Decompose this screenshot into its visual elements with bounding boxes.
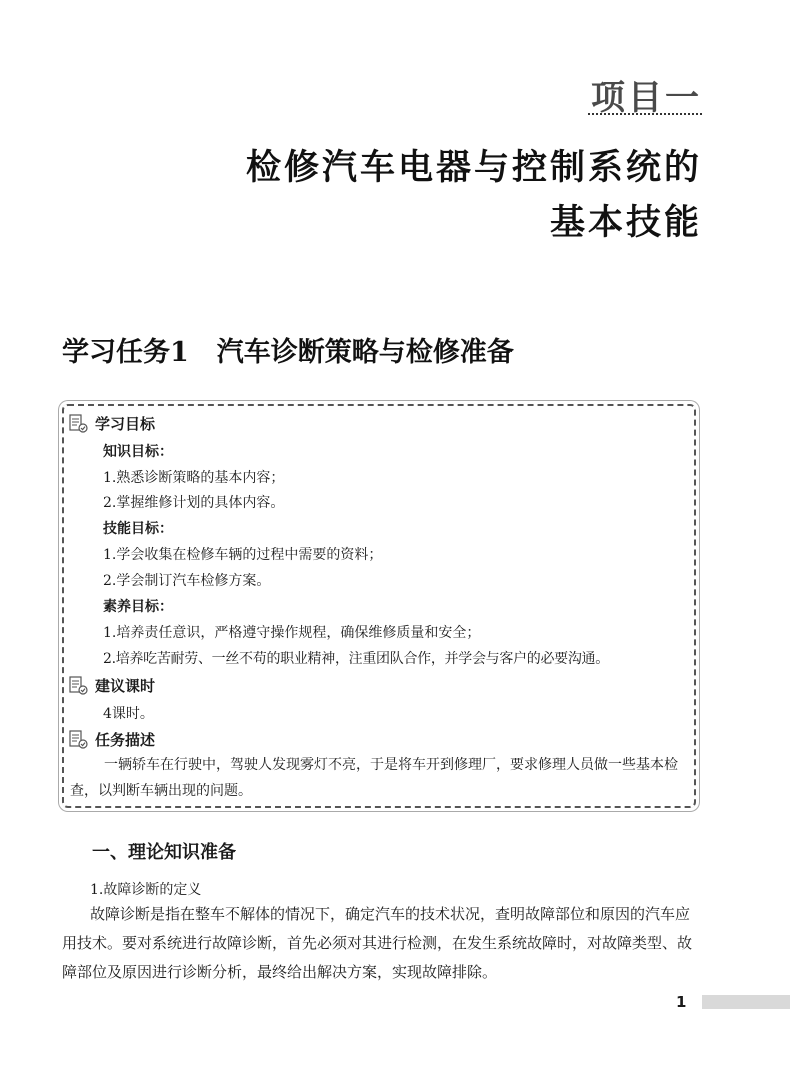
description-heading-label: 任务描述 xyxy=(95,730,156,749)
hours-heading xyxy=(68,674,155,696)
skill-goal-item: 1.学会收集在检修车辆的过程中需要的资料； xyxy=(103,547,383,563)
hours-value: 4课时。 xyxy=(103,706,154,722)
goals-heading xyxy=(68,412,155,434)
quality-goal-label: 素养目标： xyxy=(103,599,173,615)
page-footer-bar xyxy=(702,995,790,1009)
checklist-icon xyxy=(68,413,88,433)
hours-heading-label: 建议课时 xyxy=(95,676,156,695)
theory-sub-heading: 1.故障诊断的定义 xyxy=(90,882,202,898)
theory-section-title: 一、理论知识准备 xyxy=(92,842,236,863)
checklist-icon xyxy=(68,729,88,749)
quality-goal-item: 2.培养吃苦耐劳、一丝不苟的职业精神，注重团队合作，并学会与客户的必要沟通。 xyxy=(103,651,609,667)
description-text: 一辆轿车在行驶中，驾驶人发现雾灯不亮，于是将车开到修理厂，要求修理人员做一些基本检查，以判断车辆出现的问题。 xyxy=(70,757,678,799)
quality-goal-item: 1.培养责任意识，严格遵守操作规程，确保维修质量和安全； xyxy=(103,625,481,641)
goals-heading-label: 学习目标 xyxy=(95,414,156,433)
chapter-title-line-2: 基本技能 xyxy=(549,203,702,243)
project-divider xyxy=(588,113,702,115)
theory-paragraph: 故障诊断是指在整车不解体的情况下，确定汽车的技术状况，查明故障部位和原因的汽车应用技术。要对系统进行故障诊断，首先必须对其进行检测，在发生系统故障时，对故障类型、故障部位及原因进行诊断分析，最终给出解决方案，实现故障排除。 xyxy=(62,905,693,981)
task-title xyxy=(62,330,514,369)
checklist-icon xyxy=(68,675,88,695)
skill-goal-item: 2.学会制订汽车检修方案。 xyxy=(103,573,271,589)
skill-goal-label: 技能目标： xyxy=(103,521,173,537)
knowledge-goal-label: 知识目标： xyxy=(103,444,173,460)
knowledge-goal-item: 1.熟悉诊断策略的基本内容； xyxy=(103,470,285,486)
description-heading xyxy=(68,728,155,750)
knowledge-goal-item: 2.掌握维修计划的具体内容。 xyxy=(103,495,285,511)
page-number: 1 xyxy=(676,993,687,1011)
task-name: 汽车诊断策略与检修准备 xyxy=(216,337,514,368)
project-label: 项目一 xyxy=(591,78,702,118)
chapter-title-line-1: 检修汽车电器与控制系统的 xyxy=(245,148,702,188)
task-number: 学习任务1 xyxy=(62,337,189,368)
